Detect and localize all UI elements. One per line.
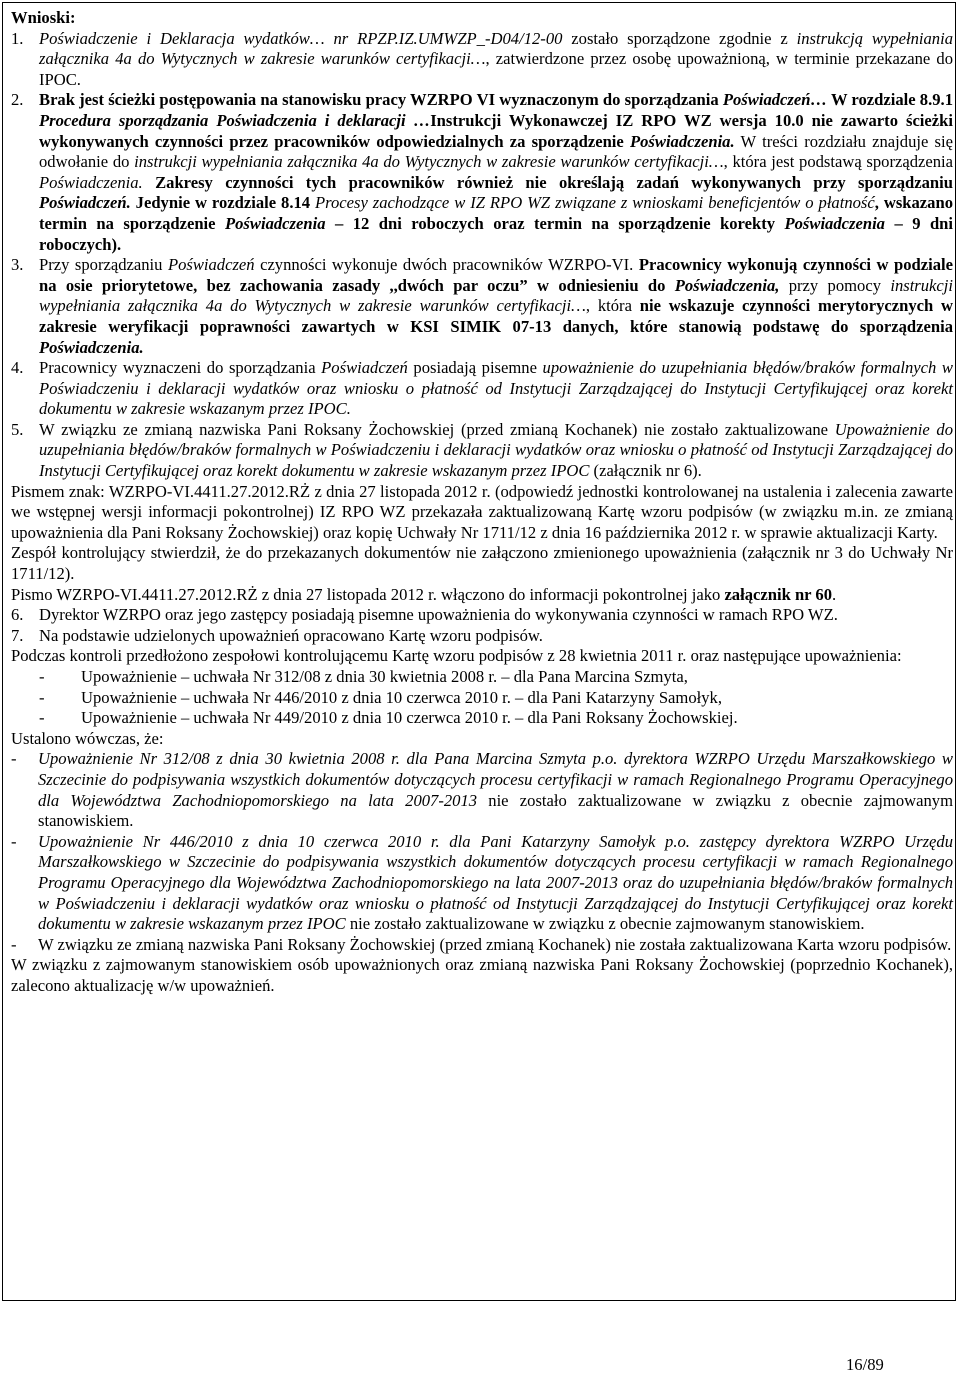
- paragraph-ustalono: Ustalono wówczas, że:: [11, 728, 164, 748]
- conclusion-item-3: 3. Przy sporządzaniu Poświadczeń czynności wykonuje dwóch pracowników WZRPO-VI. Pracownicy wykonują czynności w podziale na osie priorytetowe, bez zachowania zasady ,,dwóch par oczu” w odniesieniu do Poświadczenia, przy pomocy instrukcji wypełniania załącznika 4a do Wytycznych w zakresie warunków certyfikacji…, która nie wskazuje czynności merytorycznych w zakresie weryfikacji poprawności zawartych w KSI SIMIK 07-13 danych, które stanowią podstawę do sporządzenia Poświadczenia.: [11, 255, 954, 357]
- conclusion-item-1: 1. Poświadczenie i Deklaracja wydatków… nr RPZP.IZ.UMWZP_-D04/12-00 zostało sporządzone zgodnie z instrukcją wypełniania załącznika 4a do Wytycznych w zakresie warunków certyfikacji…, zatwierdzone przez osobę upoważnioną, w terminie przekazane do IPOC.: [11, 28, 953, 89]
- conclusion-item-2: 2. Brak jest ścieżki postępowania na stanowisku pracy WZRPO VI wyznaczonym do sporządzania Poświadczeń… W rozdziale 8.9.1 Procedura sporządzania Poświadczenia i deklaracji …Instrukcji Wykonawczej IZ RPO WZ wersja 10.0 nie zawarto ścieżki wykonywanych czynności przez pracowników odpowiedzialnych za sporządzenie Poświadczenia. W treści rozdziału znajduje się odwołanie do instrukcji wypełniania załącznika 4a do Wytycznych w zakresie warunków certyfikacji…, która jest podstawą sporządzenia Poświadczenia. Zakresy czynności tych pracowników również nie określają zadań wykonywanych przy sporządzaniu Poświadczeń. Jedynie w rozdziale 8.14 Procesy zachodzące w IZ RPO WZ związane z wnioskami beneficjentów o płatność, wskazano termin na sporządzenie Poświadczenia – 12 dni roboczych oraz termin na sporządzenie korekty Poświadczenia – 9 dni roboczych).: [11, 90, 954, 254]
- conclusion-item-6: 6. Dyrektor WZRPO oraz jego zastępcy posiadają pisemne upoważnienia do wykonywania czynności w ramach RPO WZ.: [11, 605, 838, 625]
- paragraph-zespol: Zespół kontrolujący stwierdził, że do przekazanych dokumentów nie załączono zmienionego upoważnienia (załącznik nr 3 do Uchwały Nr 1711/12).: [11, 543, 953, 584]
- finding-item-3: - W związku ze zmianą nazwiska Pani Roksany Żochowskiej (przed zmianą Kochanek) nie została zaktualizowana Karta wzoru podpisów.: [11, 934, 952, 954]
- conclusion-item-5: 5. W związku ze zmianą nazwiska Pani Roksany Żochowskiej (przed zmianą Kochanek) nie zostało zaktualizowane Upoważnienie do uzupełniania błędów/braków formalnych w Poświadczeniu i deklaracji wydatków oraz wniosku o płatność od Instytucji Zarządzającej do Instytucji Certyfikującej oraz korekt dokumentu w zakresie wskazanym przez IPOC (załącznik nr 6).: [11, 419, 953, 481]
- paragraph-podczas: Podczas kontroli przedłożono zespołowi kontrolującemu Kartę wzoru podpisów z 28 kwietnia 2011 r. oraz następujące upoważnienia:: [11, 646, 902, 666]
- conclusion-item-4: 4. Pracownicy wyznaczeni do sporządzania Poświadczeń posiadają pisemne upoważnienie do uzupełniania błędów/braków formalnych w Poświadczeniu i deklaracji wydatków oraz wniosku o płatność od Instytucji Zarządzającej do Instytucji Certyfikującej oraz korekt dokumentu w zakresie wskazanym przez IPOC.: [11, 358, 953, 419]
- paragraph-pismem: Pismem znak: WZRPO-VI.4411.27.2012.RŻ z dnia 27 listopada 2012 r. (odpowiedź jednostki kontrolowanej na ustalenia i zalecenia zawarte we wstępnej wersji informacji pokontrolnej) IZ RPO WZ przekazała zaktualizowaną Kartę wzoru podpisów (w związku m.in. ze zmianą upoważnienia dla Pani Roksany Żochowskiej) oraz kopię Uchwały Nr 1711/12 z dnia 16 października 2012 r. w sprawie aktualizacji Karty.: [11, 481, 953, 542]
- list-item: - Upoważnienie – uchwała Nr 446/2010 z dnia 10 czerwca 2010 r. – dla Pani Katarzyny Samołyk,: [39, 687, 722, 707]
- finding-item-1: - Upoważnienie Nr 312/08 z dnia 30 kwietnia 2008 r. dla Pana Marcina Szmyta p.o. dyrektora WZRPO Urzędu Marszałkowskiego w Szczecinie do podpisywania wszystkich dokumentów dotyczących procesu certyfikacji w ramach Regionalnego Programu Operacyjnego dla Województwa Zachodniopomorskiego na lata 2007-2013 nie zostało zaktualizowane w związku z obecnie zajmowanym stanowiskiem.: [11, 749, 953, 831]
- finding-item-2: - Upoważnienie Nr 446/2010 z dnia 10 czerwca 2010 r. dla Pani Katarzyny Samołyk p.o. zastępcy dyrektora WZRPO Urzędu Marszałkowskiego w Szczecinie do podpisywania wszystkich dokumentów dotyczących procesu certyfikacji w ramach Regionalnego Programu Operacyjnego dla Województwa Zachodniopomorskiego na lata 2007-2013 oraz do uzupełniania błędów/braków formalnych w Poświadczeniu i deklaracji wydatków oraz wniosku o płatność od Instytucji Zarządzającej do Instytucji Certyfikującej oraz korekt dokumentu w zakresie wskazanym przez IPOC nie zostało zaktualizowane w związku z obecnie zajmowanym stanowiskiem.: [11, 831, 953, 934]
- list-item: - Upoważnienie – uchwała Nr 449/2010 z dnia 10 czerwca 2010 r. – dla Pani Roksany Żochowskiej.: [39, 708, 738, 728]
- document-body: [11, 8, 953, 997]
- paragraph-pismo: Pismo WZRPO-VI.4411.27.2012.RŻ z dnia 27 listopada 2012 r. włączono do informacji pokontrolnej jako załącznik nr 60.: [11, 584, 837, 604]
- list-item: - Upoważnienie – uchwała Nr 312/08 z dnia 30 kwietnia 2008 r. – dla Pana Marcina Szmyta,: [39, 667, 688, 686]
- authorization-list: [11, 667, 953, 729]
- paragraph-final: W związku z zajmowanym stanowiskiem osób upoważnionych oraz zmianą nazwiska Pani Roksany Żochowskiej (poprzednio Kochanek), zalecono aktualizację w/w upoważnień.: [11, 955, 953, 995]
- page-number: 16/89: [846, 1355, 884, 1374]
- content-frame: [2, 2, 956, 1301]
- conclusions-heading: Wnioski:: [11, 8, 76, 27]
- conclusion-item-7: 7. Na podstawie udzielonych upoważnień opracowano Kartę wzoru podpisów.: [11, 625, 543, 645]
